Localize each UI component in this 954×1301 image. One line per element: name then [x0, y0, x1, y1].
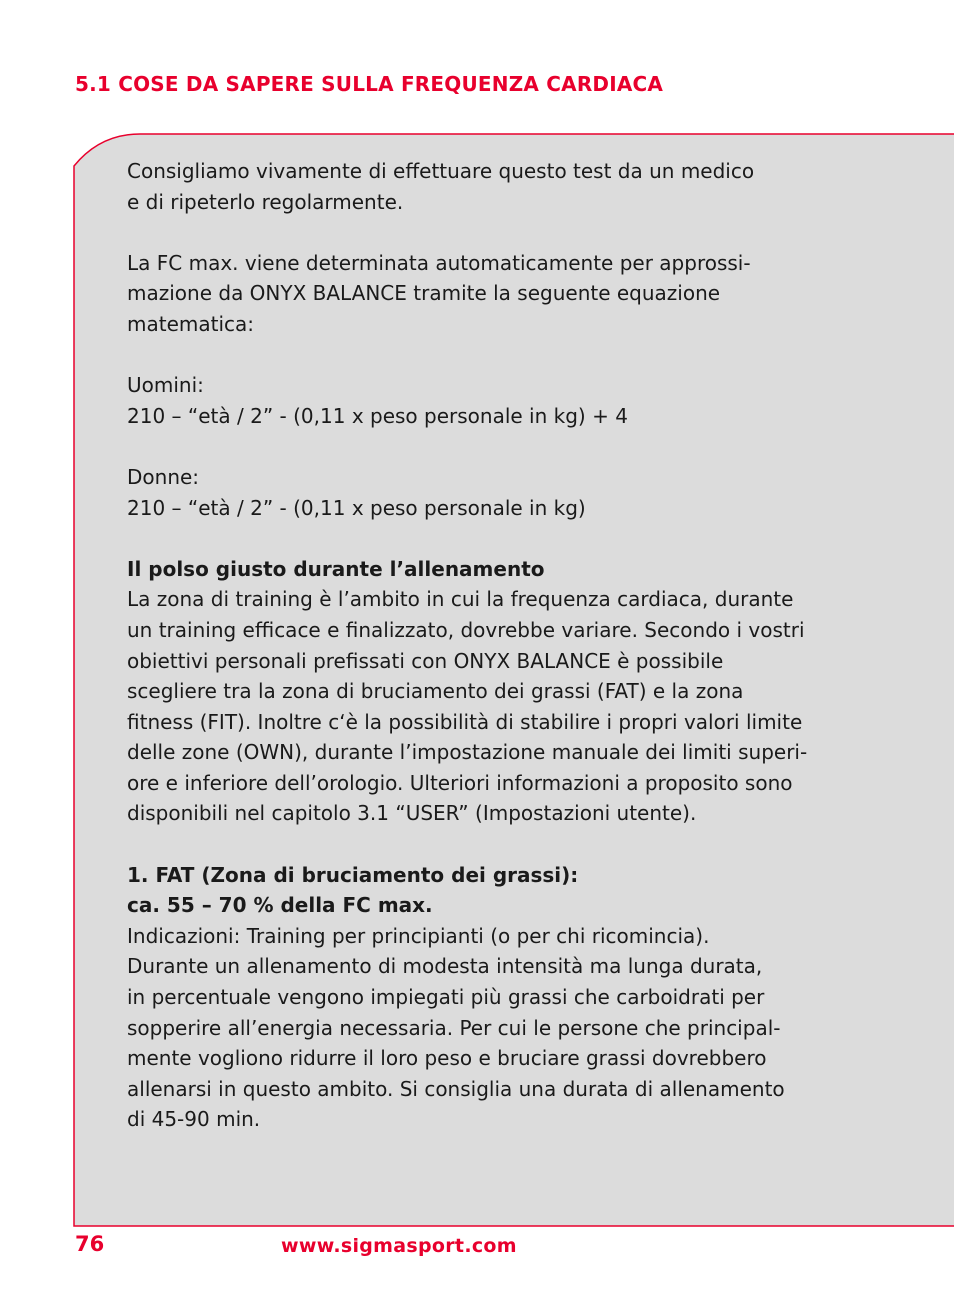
text-line: un training efficace e finalizzato, dovrebbe variare. Secondo i vostri	[127, 617, 805, 642]
text-line: di 45-90 min.	[127, 1107, 261, 1132]
men-formula: 210 – “età / 2” - (0,11 x peso personale in kg) + 4	[127, 403, 628, 428]
page-number: 76	[75, 1232, 105, 1256]
text-line: Consigliamo vivamente di effettuare questo test da un medico	[127, 159, 755, 183]
fat-range-heading: ca. 55 – 70 % della FC max.	[127, 893, 433, 918]
women-formula: 210 – “età / 2” - (0,11 x peso personale in kg)	[127, 495, 586, 520]
text-line: Durante un allenamento di modesta intensità ma lunga durata,	[127, 954, 763, 979]
text-line: La FC max. viene determinata automaticamente per approssi-	[127, 250, 751, 275]
text-line: sopperire all’energia necessaria. Per cui le persone che principal-	[127, 1015, 781, 1040]
text-line: obiettivi personali prefissati con ONYX BALANCE è possibile	[127, 648, 724, 673]
text-line: in percentuale vengono impiegati più grassi che carboidrati per	[127, 985, 765, 1010]
women-formula-block	[127, 462, 847, 523]
website-link[interactable]: www.sigmasport.com	[281, 1235, 517, 1257]
fcmax-paragraph	[127, 248, 847, 340]
fat-heading: 1. FAT (Zona di bruciamento dei grassi):	[127, 862, 579, 887]
women-label: Donne:	[127, 464, 200, 489]
intro-paragraph	[127, 156, 847, 217]
text-line: delle zone (OWN), durante l’impostazione manuale dei limiti superi-	[127, 740, 808, 765]
text-line: fitness (FIT). Inoltre c‘è la possibilità di stabilire i propri valori limite	[127, 709, 803, 734]
text-line: mazione da ONYX BALANCE tramite la seguente equazione	[127, 281, 721, 306]
pulse-section	[127, 554, 847, 829]
pulse-heading: Il polso giusto durante l’allenamento	[127, 556, 545, 581]
text-line: e di ripeterlo regolarmente.	[127, 189, 404, 214]
men-formula-block	[127, 370, 847, 431]
content-body	[127, 156, 847, 1166]
men-label: Uomini:	[127, 373, 204, 398]
fat-section	[127, 860, 847, 1135]
text-line: matematica:	[127, 311, 255, 336]
text-line: disponibili nel capitolo 3.1 “USER” (Impostazioni utente).	[127, 801, 697, 826]
text-line: ore e inferiore dell’orologio. Ulteriori informazioni a proposito sono	[127, 770, 793, 795]
text-line: mente vogliono ridurre il loro peso e bruciare grassi dovrebbero	[127, 1046, 767, 1071]
text-line: scegliere tra la zona di bruciamento dei grassi (FAT) e la zona	[127, 679, 744, 704]
text-line: La zona di training è l’ambito in cui la frequenza cardiaca, durante	[127, 587, 794, 612]
text-line: Indicazioni: Training per principianti (o per chi ricomincia).	[127, 923, 710, 948]
section-title: 5.1 COSE DA SAPERE SULLA FREQUENZA CARDIACA	[75, 72, 664, 96]
text-line: allenarsi in questo ambito. Si consiglia una durata di allenamento	[127, 1076, 785, 1101]
